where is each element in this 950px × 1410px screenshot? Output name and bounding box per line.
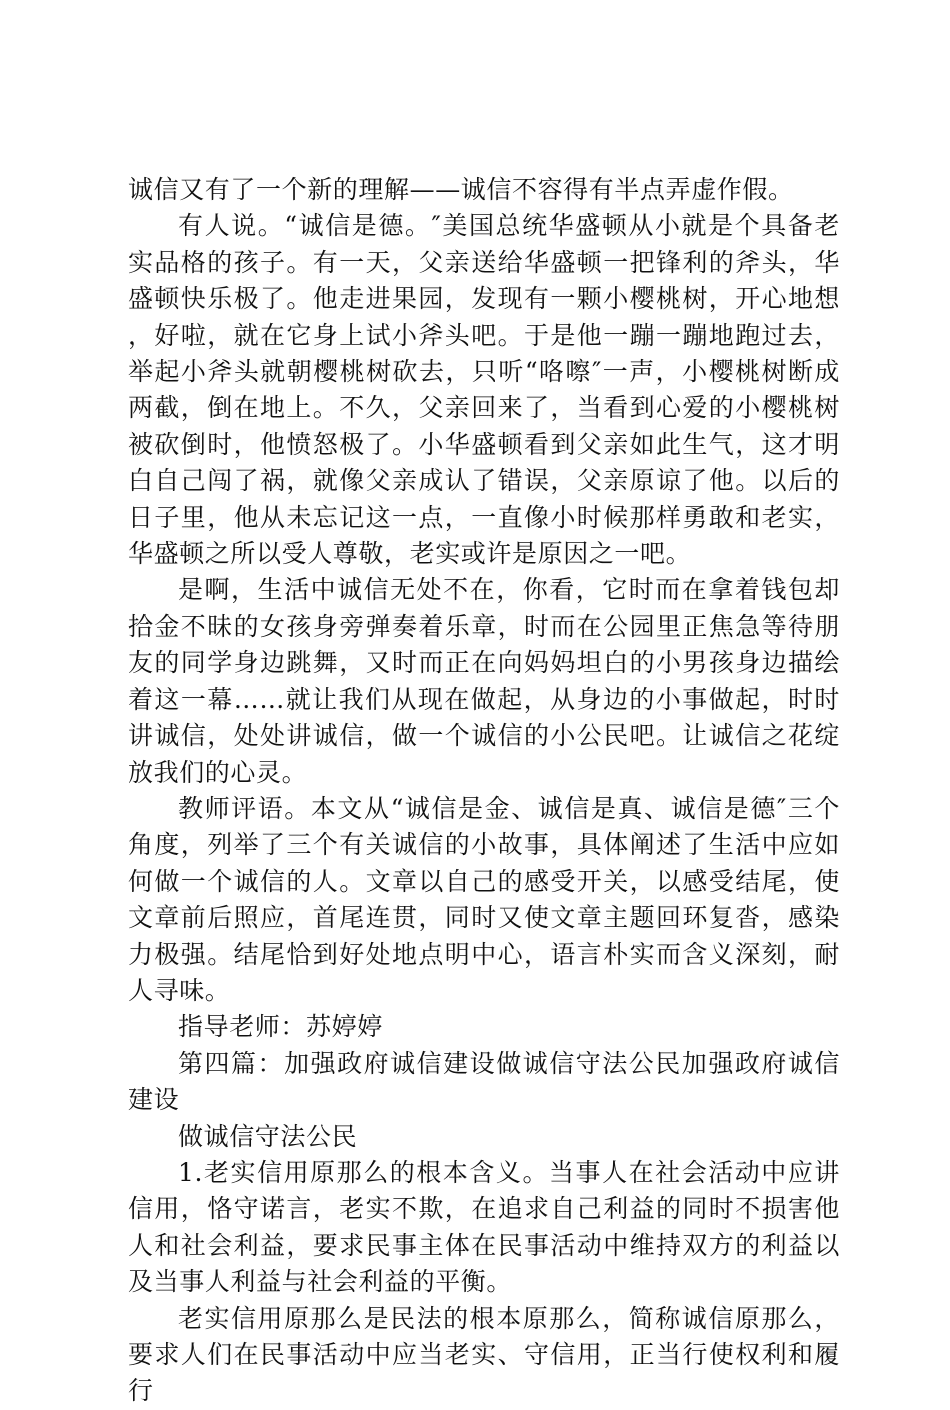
section-heading-part-four: 第四篇：加强政府诚信建设做诚信守法公民加强政府诚信建设 — [128, 1048, 840, 1115]
paragraph-advisor: 指导老师：苏婷婷 — [178, 1012, 383, 1042]
paragraph-integrity-everywhere: 是啊，生活中诚信无处不在，你看，它时而在拿着钱包却拾金不昧的女孩身旁弹奏着乐章，时而在公园里正焦急等待朋友的同学身边跳舞，又时而正在向妈妈坦白的小男孩身边描绘着这一幕……就让我们从现在做起，从身边的小事做起，时时讲诚信，处处讲诚信，做一个诚信的小公民吧。让诚信之花绽放我们的心灵。 — [128, 575, 840, 787]
paragraph-good-faith-meaning: 1.老实信用原那么的根本含义。当事人在社会活动中应讲信用，恪守诺言，老实不欺，在追求自己利益的同时不损害他人和社会利益，要求民事主体在民事活动中维持双方的利益以及当事人利益与社会利益的平衡。 — [128, 1157, 840, 1297]
section-subheading: 做诚信守法公民 — [178, 1121, 358, 1151]
paragraph-continuation: 诚信又有了一个新的理解——诚信不容得有半点弄虚作假。 — [128, 175, 794, 204]
paragraph-washington-story: 有人说。“诚信是德。″美国总统华盛顿从小就是个具备老实品格的孩子。有一天，父亲送给华盛顿一把锋利的斧头，华盛顿快乐极了。他走进果园，发现有一颗小樱桃树，开心地想，好啦，就在它身上试小斧头吧。于是他一蹦一蹦地跑过去，举起小斧头就朝樱桃树砍去，只听“咯嚓″一声，小樱桃树断成两截，倒在地上。不久，父亲回来了，当看到心爱的小樱桃树被砍倒时，他愤怒极了。小华盛顿看到父亲如此生气，这才明白自己闯了祸，就像父亲成认了错误，父亲原谅了他。以后的日子里，他从未忘记这一点，一直像小时候那样勇敢和老实，华盛顿之所以受人尊敬，老实或许是原因之一吧。 — [128, 211, 840, 569]
paragraph-teacher-comment: 教师评语。本文从“诚信是金、诚信是真、诚信是德″三个角度，列举了三个有关诚信的小故事，具体阐述了生活中应如何做一个诚信的人。文章以自己的感受开关，以感受结尾，使文章前后照应，首尾连贯，同时又使文章主题回环复沓，感染力极强。结尾恰到好处地点明中心，语言朴实而含义深刻，耐人寻味。 — [128, 793, 840, 1005]
paragraph-good-faith-principle: 老实信用原那么是民法的根本原那么，简称诚信原那么，要求人们在民事活动中应当老实、守信用，正当行使权利和履行 — [128, 1303, 840, 1406]
document-body — [128, 172, 840, 1410]
